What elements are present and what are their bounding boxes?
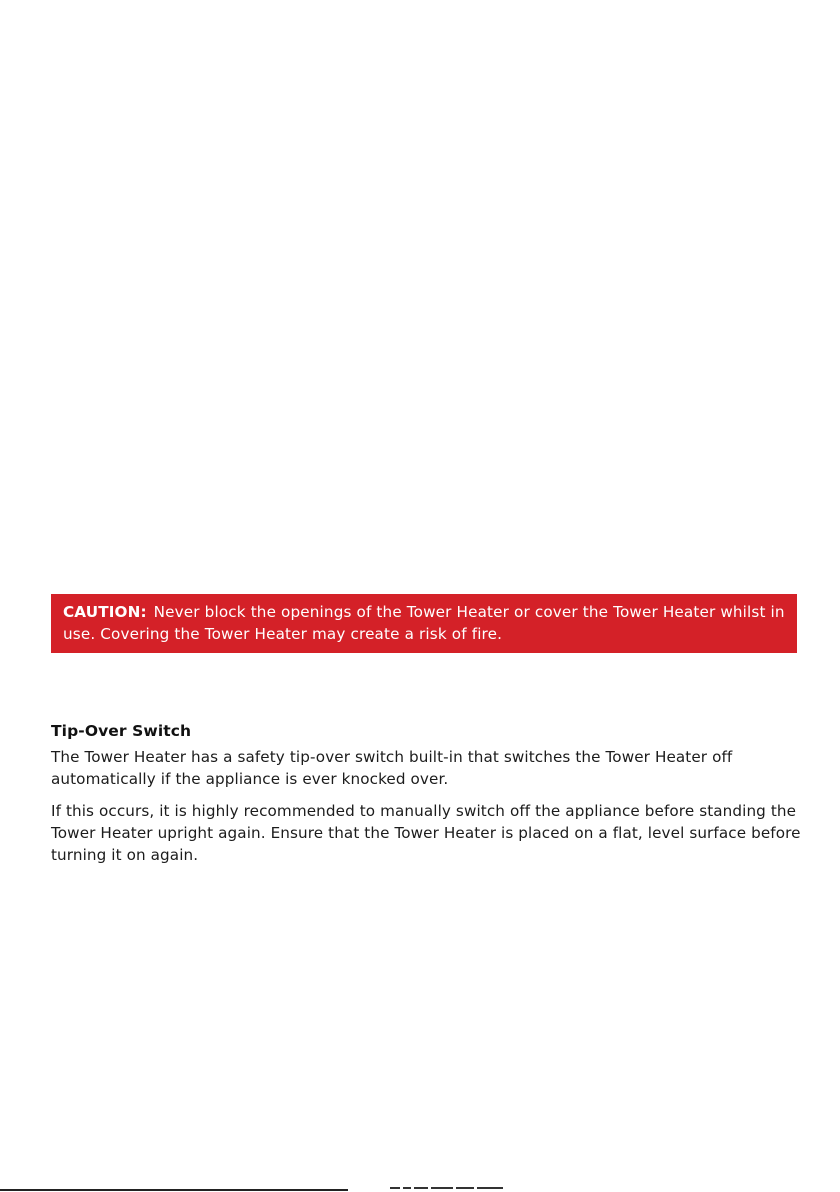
caution-box xyxy=(51,594,797,653)
footer-rule xyxy=(0,1189,348,1191)
paragraph-1: The Tower Heater has a safety tip-over switch built-in that switches the Tower Heater off automatically if the appliance is ever knocked over. xyxy=(51,748,733,788)
paragraph-2: If this occurs, it is highly recommended to manually switch off the appliance before standing the Tower Heater upright again. Ensure that the Tower Heater is placed on a flat, level surface before turning it on again. xyxy=(51,802,801,864)
footer-mark xyxy=(414,1187,428,1189)
section-heading: Tip-Over Switch xyxy=(51,722,192,740)
footer-mark xyxy=(431,1187,453,1189)
footer-mark xyxy=(403,1187,411,1189)
caution-text: Never block the openings of the Tower Heater or cover the Tower Heater whilst in use. Covering the Tower Heater may create a risk of fire. xyxy=(63,603,785,643)
footer-mark xyxy=(390,1187,400,1189)
tip-over-section xyxy=(51,721,826,866)
caution-label: CAUTION: xyxy=(63,603,147,621)
footer-marks xyxy=(390,1187,515,1192)
footer-mark xyxy=(477,1187,503,1189)
footer-mark xyxy=(456,1187,474,1189)
